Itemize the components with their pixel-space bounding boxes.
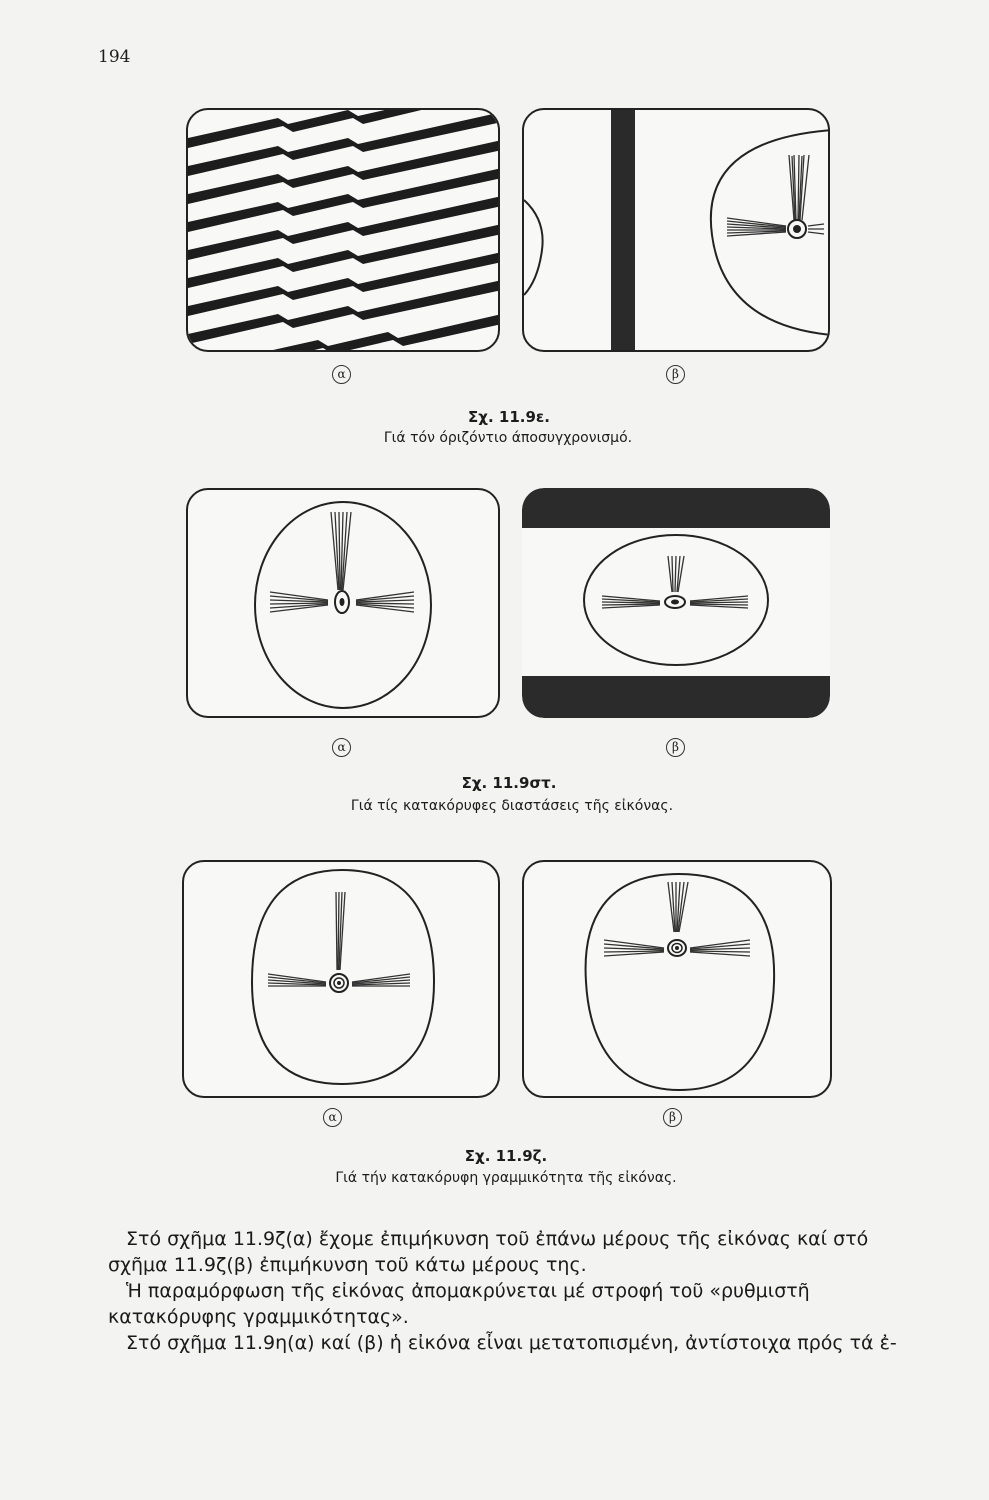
figure-label-b: β: [666, 365, 685, 384]
figure-label-a: α: [323, 1108, 342, 1127]
figure-number: Σχ. 11.9στ.: [461, 774, 557, 792]
figure-label-b: β: [666, 738, 685, 757]
body-text: [108, 1226, 923, 1356]
paragraph: Στό σχῆμα 11.9η(α) καί (β) ἡ εἰκόνα εἶναι μετατοπισμένη, ἀντίστοιχα πρός τά ἐ-: [126, 1332, 897, 1354]
test-pattern-shifted: [524, 110, 830, 352]
test-pattern-bottom-stretched: [524, 862, 832, 1098]
screen-normal-pattern: [186, 488, 500, 718]
figure-caption: Γιά τόν όριζόντιο άποσυγχρονισμό.: [383, 430, 633, 446]
test-pattern-normal: [188, 490, 500, 718]
figure-caption: Γιά τήν κατακόρυφη γραμμικότητα τῆς εἰκόνας.: [335, 1170, 677, 1186]
figure-number: Σχ. 11.9ε.: [468, 408, 550, 426]
screen-top-stretched: [182, 860, 500, 1098]
figure-label-a: α: [332, 738, 351, 757]
figure-label-b: β: [663, 1108, 682, 1127]
figure-number: Σχ. 11.9ζ.: [464, 1147, 548, 1165]
screen-zigzag: [186, 108, 500, 352]
figure-label-a: α: [332, 365, 351, 384]
page-number: 194: [98, 47, 131, 67]
screen-shifted-pattern: [522, 108, 830, 352]
test-pattern-top-stretched: [184, 862, 500, 1098]
screen-compressed-pattern: [522, 488, 830, 718]
paragraph: Ἡ παραμόρφωση τῆς εἰκόνας ἀπομακρύνεται μέ στροφή τοῦ «ρυθμιστῆ κατακόρυφης γραμμικότητας».: [108, 1280, 810, 1328]
zigzag-pattern: [188, 110, 500, 352]
figure-caption: Γιά τίς κατακόρυφες διαστάσεις τῆς εἰκόνας.: [350, 798, 674, 814]
paragraph: Στό σχῆμα 11.9ζ(α) ἔχομε ἐπιμήκυνση τοῦ ἐπάνω μέρους τῆς εἰκόνας καί στό σχῆμα 11.9ζ(β) ἐπιμήκυνση τοῦ κάτω μέρους της.: [108, 1228, 869, 1276]
screen-bottom-stretched: [522, 860, 832, 1098]
test-pattern-compressed: [522, 488, 830, 718]
